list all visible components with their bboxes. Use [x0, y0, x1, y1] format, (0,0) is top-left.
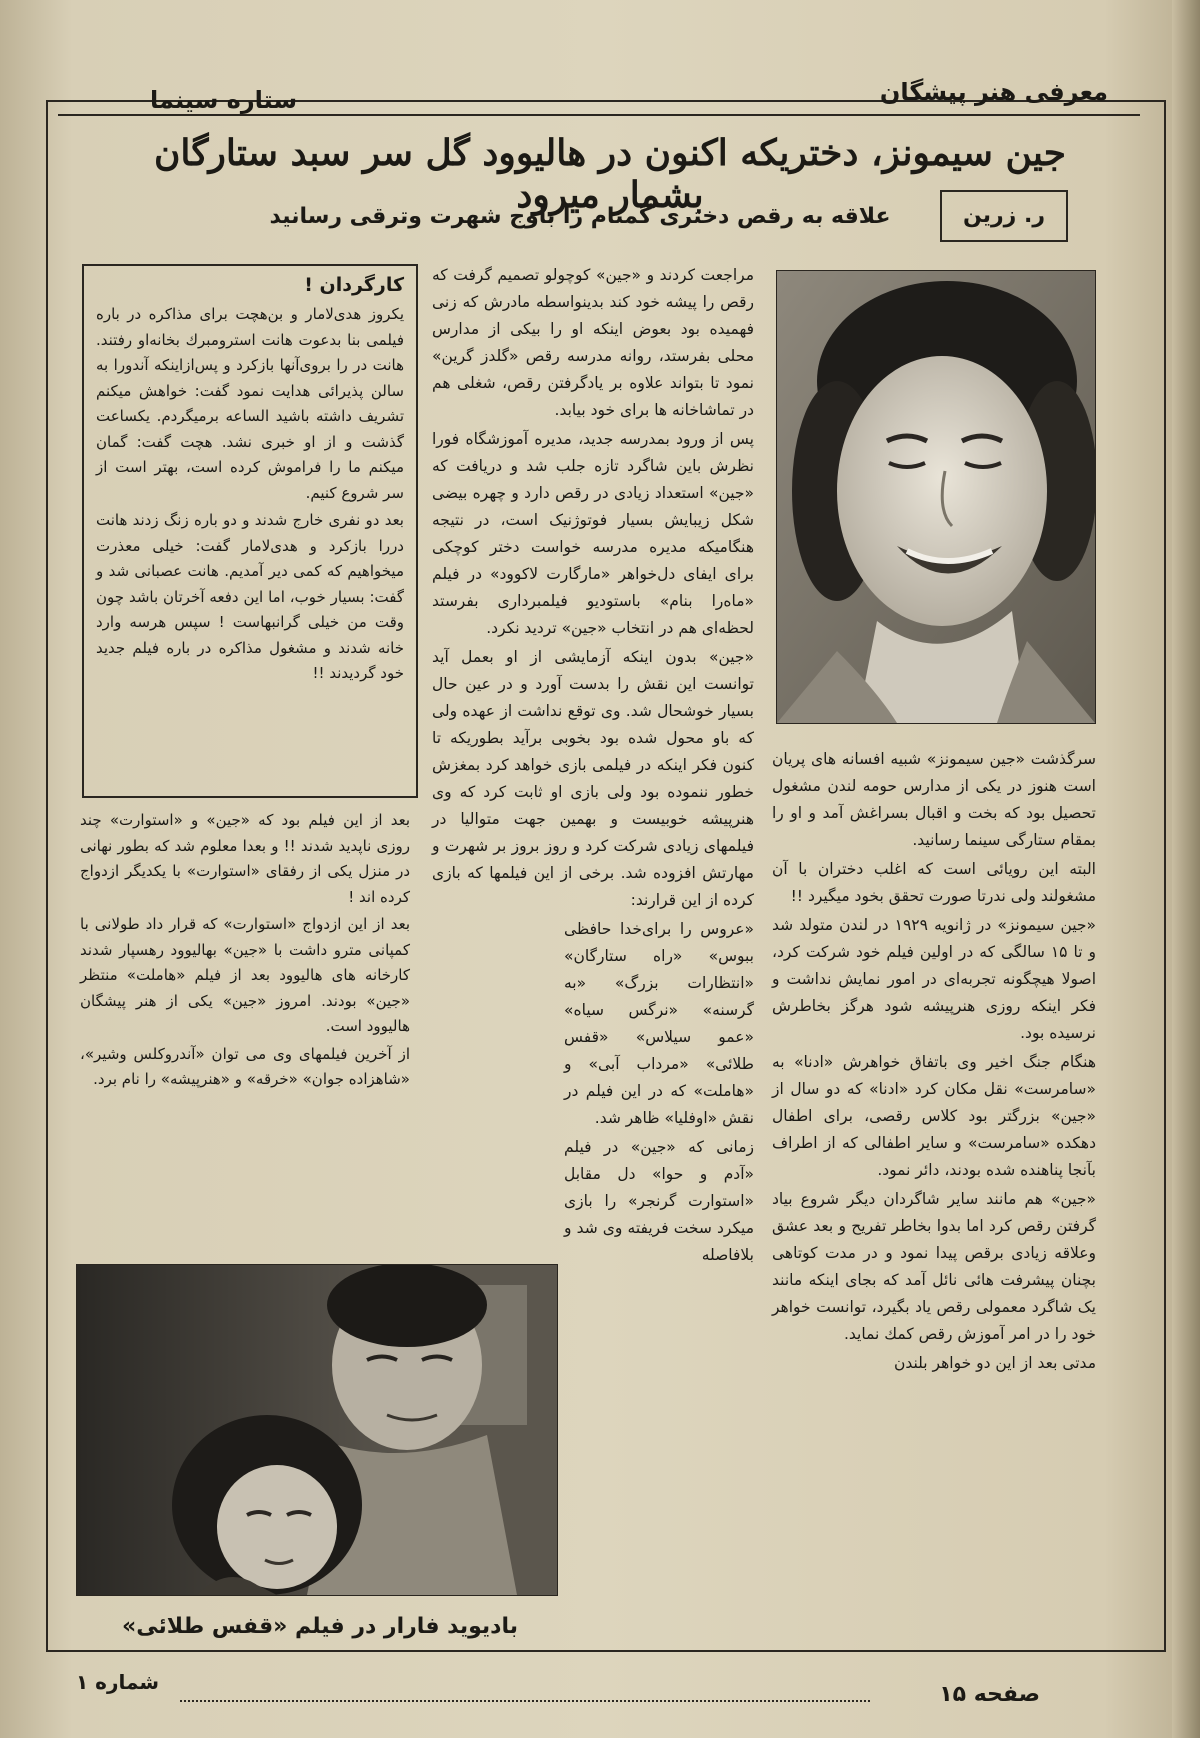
section-title: معرفی هنر پیشگان: [879, 78, 1108, 106]
page-binding: [1172, 0, 1200, 1738]
photo-caption: بادیوید فارار در فیلم «قفس طلائی»: [122, 1614, 518, 1639]
header-rule: [58, 114, 1140, 116]
body-paragraph: «جین» بدون اینکه آزمایشی از او بعمل آید توانست این نقش را بدست آورد و در عین حال بسیار خوشحال شد. وی توقع نداشت از عهده ولی که باو محول شده بود بخوبی برآید بطوریکه تا کنون فکر اینکه در فیلمی بازی خواهد کرد بمغزش خطور ننموده بود ولی بازی او ثابت کرد که وی هنرپیشه خوبیست و بهمین جهت متوالیا در فیلمهای زیادی شرکت کرد و روز بروز بر شهرت و مهارتش افزوده شد. برخی از این فیلمها که بازی کرده از این قرارند:: [432, 648, 754, 909]
page-number: صفحه ۱۵: [939, 1682, 1040, 1707]
body-paragraph: پس از ورود بمدرسه جدید، مدیره آموزشگاه فورا نظرش باین شاگرد تازه جلب شد و دریافت که «جین» استعداد زیادی در رقص دارد و چهره بیضی شکل زیبایش بسیار فوتوژنیک است، در نتیجه هنگامیکه مدیره مدرسه خواست دختر کوچکی برای ایفای دل‌خواهر «مارگارت لاکوود» در فیلم «ماه‌را بنام» باستودیو فیلمبرداری بفرستد لحظه‌ای هم در انتخاب «جین» تردید نکرد.: [432, 430, 754, 637]
anecdote-box: [82, 264, 418, 798]
body-paragraph: هنگام جنگ اخیر وی باتفاق خواهرش «ادنا» به «سامرست» نقل مکان کرد «ادنا» که دو سال از «جین» بزرگتر بود کلاس رقصی، برای اطفال دهکده «سامرست» و سایر اطفالی که از اطراف بآنجا پناهنده شده بودند، دائر نمود.: [772, 1053, 1096, 1179]
anecdote-text: [96, 302, 404, 687]
article-subtitle: علاقه به رقص دختری گمنام را باوج شهرت وترقی رسانید: [269, 204, 891, 229]
issue-number: شماره ۱: [76, 1670, 160, 1694]
magazine-name: ستاره سینما: [150, 86, 298, 114]
body-paragraph: زمانی که «جین» در فیلم «آدم و حوا» دل مقابل «استوارت گرنجر» را بازی میکرد سخت فریفته وی شد و بلافاصله: [564, 1138, 754, 1264]
article-headline: جین سیمونز، دختریکه اکنون در هالیوود گل سر سبد ستارگان بشمار میرود: [153, 132, 1066, 216]
body-paragraph: «جین سیمونز» در ژانویه ۱۹۲۹ در لندن متولد شد و تا ۱۵ سالگی که در اولین فیلم خود شرکت کرد، اصولا هیچگونه تجربه‌ای در امور نمایش نداشت و فکر اینکه روزی هنرپیشه شود هرگز بخاطرش نرسیده بود.: [772, 916, 1096, 1042]
body-paragraph: مراجعت کردند و «جین» کوچولو تصمیم گرفت که رقص را پیشه خود کند بدینواسطه مادرش که زنی فهمیده بود بعوض اینکه او را بیکی از مدارس محلی بفرستد، روانه مدرسه رقص «گلدز گرین» نمود تا بتواند علاوه بر یادگرفتن رقص، شغلی هم در تماشاخانه ها برای خود بیابد.: [432, 266, 754, 419]
anecdote-title: کارگردان !: [304, 274, 404, 296]
anecdote-paragraph: بعد دو نفری خارج شدند و دو باره زنگ زدند هانت دررا بازکرد و هدی‌لامار گفت: خیلی معذرت میخواهیم که کمی دیر آمدیم. هانت عصبانی شد و گفت: بسیار خوب، اما این دفعه آخرتان باشد چون وقت من خیلی گرانبهاست ! سپس هرسه وارد خانه شدند و مشغول مذاکره در باره فیلم جدید خود گردیدند !!: [96, 511, 404, 682]
author-byline: ر. زرین: [940, 190, 1068, 242]
portrait-photo: [776, 270, 1096, 724]
film-still-photo: [76, 1264, 558, 1596]
body-paragraph: از آخرین فیلمهای وی می توان «آندروکلس وشیر»، «شاهزاده جوان» «خرقه» و «هنرپیشه» را نام برد.: [80, 1044, 410, 1088]
body-paragraph: مدتی بعد از این دو خواهر بلندن: [893, 1354, 1096, 1372]
body-paragraph: «عروس را برای‌خدا حافظی ببوس» «راه ستارگان» «انتظارات بزرگ» «به گرسنه» «نرگس سیاه» «عمو سیلاس» «قفس طلائی» «مرداب آبی» و «هاملت» که در این فیلم در نقش «اوفلیا» ظاهر شد.: [564, 920, 754, 1127]
anecdote-paragraph: یکروز هدی‌لامار و بن‌هچت برای مذاکره در باره فیلمی بنا بدعوت هانت استرومبرك بخانه‌او رفتند. هانت در را بروی‌آنها بازکرد و پس‌ازاینکه آندورا به سالن پذیرائی هدایت نمود گفت: خواهش میکنم تشریف داشته باشید الساعه برمیگردم. یکساعت گذشت و از او خبری نشد. هچت گفت: گمان میکنم ما را فراموش کرده است، بهتر است از سر شروع کنیم.: [96, 305, 404, 502]
column-bottom-left: [80, 808, 410, 1095]
body-paragraph: البته این رویائی است که اغلب دختران با آن مشغولند ولی ندرتا صورت تحقق بخود میگیرد !!: [772, 860, 1096, 905]
footer-rule: [180, 1700, 870, 1702]
body-paragraph: بعد از این فیلم بود که «جین» و «استوارت» چند روزی ناپدید شدند !! و بعدا معلوم شد که بطور نهانی در منزل یکی از رفقای «استوارت» با یکدیگر ازدواج کرده اند !: [80, 811, 410, 906]
body-paragraph: بعد از این ازدواج «استوارت» که قرار داد طولانی با کمپانی مترو داشت با «جین» بهالیوود رهسپار شدند کارخانه های هالیوود بعد از فیلم «هاملت» منتظر «جین» بودند. امروز «جین» یکی از هنر پیشگان هالیوود است.: [80, 915, 410, 1035]
body-paragraph: سرگذشت «جین سیمونز» شبیه افسانه های پریان است هنوز در یکی از مدارس حومه لندن مشغول تحصیل بود که بخت و اقبال بسراغش آمد و او را بمقام ستارگی سینما رسانید.: [772, 750, 1096, 849]
column-right: [772, 746, 1096, 1379]
body-paragraph: «جین» هم مانند سایر شاگردان دیگر شروع بیاد گرفتن رقص کرد اما بدوا بخاطر تفریح و بعد عشق وعلاقه زیادی برقص پیدا نمود و در مدت کوتاهی بچنان پیشرفت هائی نائل آمد که بجای اینکه مانند یک شاگرد معمولی رقص یاد بگیرد، توانست خواهر خود را در امر آموزش رقص کمك نماید.: [772, 1190, 1096, 1343]
